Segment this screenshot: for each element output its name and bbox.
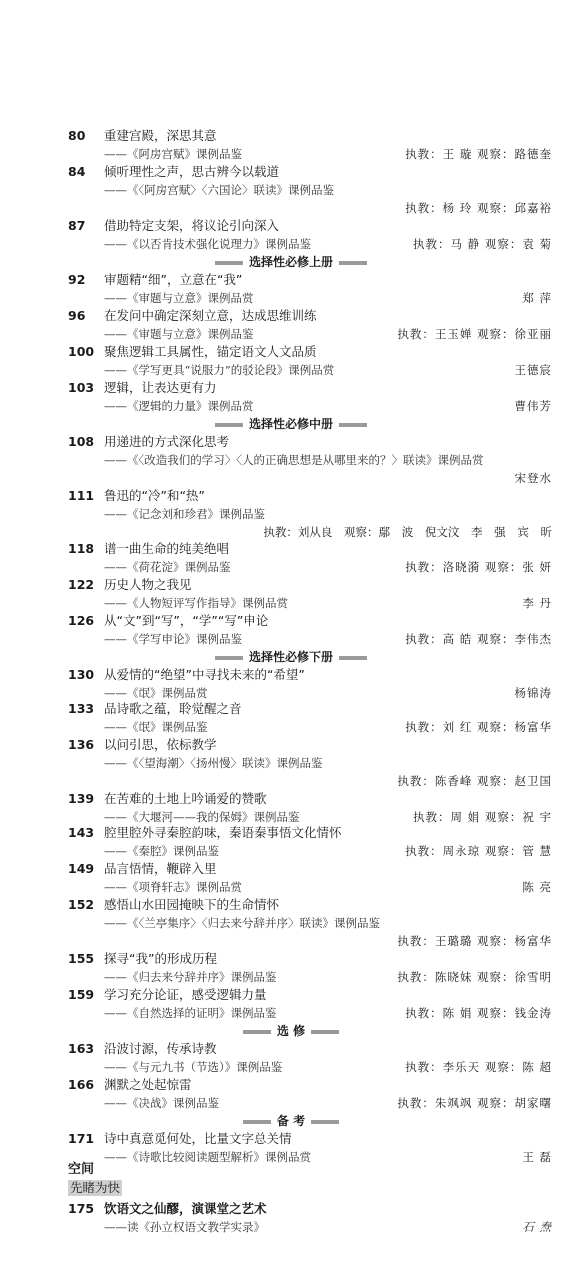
divider-bar — [215, 261, 243, 265]
article-subtitle: ——《以否肯技术强化说理力》课例品鉴 — [104, 237, 311, 251]
section-subheading: 先睹为快 — [70, 1180, 121, 1195]
article-subtitle: ——《记念刘和珍君》课例品鉴 — [104, 507, 265, 521]
author-credit: 执教：陈 娟 观察：钱金涛 — [405, 1006, 552, 1020]
section-divider — [0, 649, 582, 665]
page-number: 92 — [68, 272, 86, 287]
author-credit: 执教：李乐天 观察：陈 超 — [405, 1060, 552, 1074]
page-number: 152 — [68, 897, 95, 912]
article-title: 重建宫殿，深思其意 — [104, 128, 217, 143]
article-title: 感悟山水田园掩映下的生命情怀 — [104, 897, 280, 912]
author-credit: 执教：陈晓妹 观察：徐雪明 — [397, 970, 552, 984]
page-number: 84 — [68, 164, 86, 179]
author-credit: 执教：周 娟 观察：祝 宇 — [413, 810, 552, 824]
page-number: 155 — [68, 951, 95, 966]
author-credit: 王德宸 — [514, 363, 552, 377]
article-subtitle: ——读《孙立权语文教学实录》 — [104, 1220, 265, 1234]
author-credit: 执教：刘从良 观察：鄢 波 倪文汶 李 强 宾 昕 — [263, 525, 552, 539]
article-subtitle: ——《归去来兮辞并序》课例品鉴 — [104, 970, 277, 984]
section-label: 选择性必修上册 — [248, 255, 333, 269]
article-title: 腔里腔外寻秦腔韵味，秦语秦事悟文化情怀 — [104, 825, 342, 840]
author-credit: 执教：周永琼 观察：管 慧 — [405, 844, 552, 858]
article-title: 在发问中确定深刻立意，达成思维训练 — [104, 308, 317, 323]
article-title: 审题精“细”，立意在“我” — [104, 272, 243, 287]
author-credit: 执教：朱飒飒 观察：胡家曙 — [397, 1096, 552, 1110]
section-divider — [0, 1113, 582, 1129]
divider-bar — [215, 656, 243, 660]
article-title: 品诗歌之蕴，聆觉醒之音 — [104, 701, 242, 716]
article-title: 历史人物之我见 — [104, 577, 192, 592]
page-number: 80 — [68, 128, 86, 143]
article-subtitle: ——《审题与立意》课例品鉴 — [104, 327, 254, 341]
article-subtitle: ——《学写更具“说服力”的驳论段》课例品赏 — [104, 363, 335, 377]
page-number: 100 — [68, 344, 95, 359]
article-subtitle: ——《项脊轩志》课例品赏 — [104, 880, 242, 894]
author-credit: 宋登水 — [514, 471, 552, 485]
article-subtitle: ——《荷花淀》课例品鉴 — [104, 560, 231, 574]
article-title: 逻辑，让表达更有力 — [104, 380, 217, 395]
article-title: 借助特定支架，将议论引向深入 — [104, 218, 280, 233]
article-title: 在苦难的土地上吟诵爱的赞歌 — [104, 791, 267, 806]
section-label: 选 修 — [276, 1024, 306, 1038]
author-credit: 执教：王玉婵 观察：徐亚丽 — [397, 327, 552, 341]
page-number: 166 — [68, 1077, 95, 1092]
author-credit: 郑 萍 — [522, 291, 552, 305]
page-number: 87 — [68, 218, 86, 233]
page-number: 171 — [68, 1131, 95, 1146]
author-credit: 执教：马 静 观察：袁 菊 — [413, 237, 552, 251]
author-credit: 王 磊 — [522, 1150, 552, 1164]
article-title: 品言悟情，鞭辟入里 — [104, 861, 217, 876]
article-subtitle: ——《〈阿房宫赋〉〈六国论〉联读》课例品鉴 — [104, 183, 334, 197]
divider-bar — [339, 656, 367, 660]
divider-bar — [339, 423, 367, 427]
page-number: 96 — [68, 308, 86, 323]
page-number: 139 — [68, 791, 95, 806]
article-title: 诗中真意觅何处，比量文字总关情 — [104, 1131, 292, 1146]
page-number: 103 — [68, 380, 95, 395]
article-title: 用递进的方式深化思考 — [104, 434, 230, 449]
article-subtitle: ——《逻辑的力量》课例品赏 — [104, 399, 254, 413]
article-title: 渊默之处起惊雷 — [104, 1077, 192, 1092]
article-title: 从“文”到“写”，“学”“写”申论 — [104, 613, 269, 628]
article-subtitle: ——《诗歌比较阅读题型解析》课例品赏 — [104, 1150, 311, 1164]
section-label: 选择性必修中册 — [248, 417, 333, 431]
page-number: 122 — [68, 577, 95, 592]
article-title: 鲁迅的“冷”和“热” — [104, 488, 205, 503]
divider-bar — [311, 1030, 339, 1034]
page-number: 130 — [68, 667, 95, 682]
page-number: 118 — [68, 541, 95, 556]
author-credit: 执教：高 皓 观察：李伟杰 — [405, 632, 552, 646]
divider-bar — [215, 423, 243, 427]
author-credit: 陈 亮 — [522, 880, 552, 894]
divider-bar — [243, 1120, 271, 1124]
author-credit: 杨锦涛 — [514, 686, 552, 700]
divider-bar — [339, 261, 367, 265]
article-subtitle: ——《自然选择的证明》课例品鉴 — [104, 1006, 277, 1020]
page-number: 108 — [68, 434, 95, 449]
article-subtitle: ——《〈兰亭集序〉〈归去来兮辞并序〉联读》课例品鉴 — [104, 916, 380, 930]
author-credit: 执教：王 璇 观察：路德奎 — [405, 147, 552, 161]
article-subtitle: ——《学写申论》课例品鉴 — [104, 632, 242, 646]
article-subtitle: ——《氓》课例品赏 — [104, 686, 208, 700]
article-title: 探寻“我”的形成历程 — [104, 951, 217, 966]
article-subtitle: ——《〈改造我们的学习〉〈人的正确思想是从哪里来的？〉联读》课例品赏 — [104, 453, 484, 467]
article-title: 沿波讨源，传承诗教 — [104, 1041, 217, 1056]
article-subtitle: ——《人物短评写作指导》课例品赏 — [104, 596, 288, 610]
article-subtitle: ——《秦腔》课例品鉴 — [104, 844, 219, 858]
author-credit: 执教：洛晓漪 观察：张 妍 — [405, 560, 552, 574]
section-divider — [0, 416, 582, 432]
page-number: 111 — [68, 488, 95, 503]
article-title: 谱一曲生命的纯美绝唱 — [104, 541, 230, 556]
author-credit: 执教：王璐璐 观察：杨富华 — [397, 934, 552, 948]
article-title: 聚焦逻辑工具属性，锚定语文人文品质 — [104, 344, 317, 359]
page-number: 126 — [68, 613, 95, 628]
page-number: 163 — [68, 1041, 95, 1056]
page-number: 136 — [68, 737, 95, 752]
author-credit: 石 焘 — [522, 1220, 552, 1234]
article-subtitle: ——《与元九书（节选）》课例品鉴 — [104, 1060, 283, 1074]
author-credit: 执教：陈香峰 观察：赵卫国 — [397, 774, 552, 788]
article-title: 从爱情的“绝望”中寻找未来的“希望” — [104, 667, 305, 682]
page-number: 133 — [68, 701, 95, 716]
article-subtitle: ——《阿房宫赋》课例品鉴 — [104, 147, 242, 161]
section-label: 选择性必修下册 — [248, 650, 333, 664]
author-credit: 李 丹 — [522, 596, 552, 610]
page-number: 159 — [68, 987, 95, 1002]
article-subtitle: ——《决战》课例品鉴 — [104, 1096, 219, 1110]
article-title: 饮语文之仙醪，演课堂之艺术 — [104, 1201, 267, 1216]
page-number: 143 — [68, 825, 95, 840]
article-title: 学习充分论证，感受逻辑力量 — [104, 987, 267, 1002]
article-title: 以问引思，依标教学 — [104, 737, 217, 752]
section-label: 备 考 — [276, 1114, 306, 1128]
article-subtitle: ——《审题与立意》课例品赏 — [104, 291, 254, 305]
section-heading: 空间 — [68, 1162, 95, 1177]
page-number: 175 — [68, 1201, 95, 1216]
author-credit: 执教：刘 红 观察：杨富华 — [405, 720, 552, 734]
article-subtitle: ——《〈望海潮〉〈扬州慢〉联读》课例品鉴 — [104, 756, 323, 770]
author-credit: 曹伟芳 — [514, 399, 552, 413]
article-subtitle: ——《大堰河——我的保姆》课例品鉴 — [104, 810, 300, 824]
section-divider — [0, 254, 582, 270]
article-subtitle: ——《氓》课例品鉴 — [104, 720, 208, 734]
article-title: 倾听理性之声，思古辨今以载道 — [104, 164, 280, 179]
divider-bar — [243, 1030, 271, 1034]
author-credit: 执教：杨 玲 观察：邱嘉裕 — [405, 201, 552, 215]
section-divider — [0, 1023, 582, 1039]
divider-bar — [311, 1120, 339, 1124]
page-number: 149 — [68, 861, 95, 876]
